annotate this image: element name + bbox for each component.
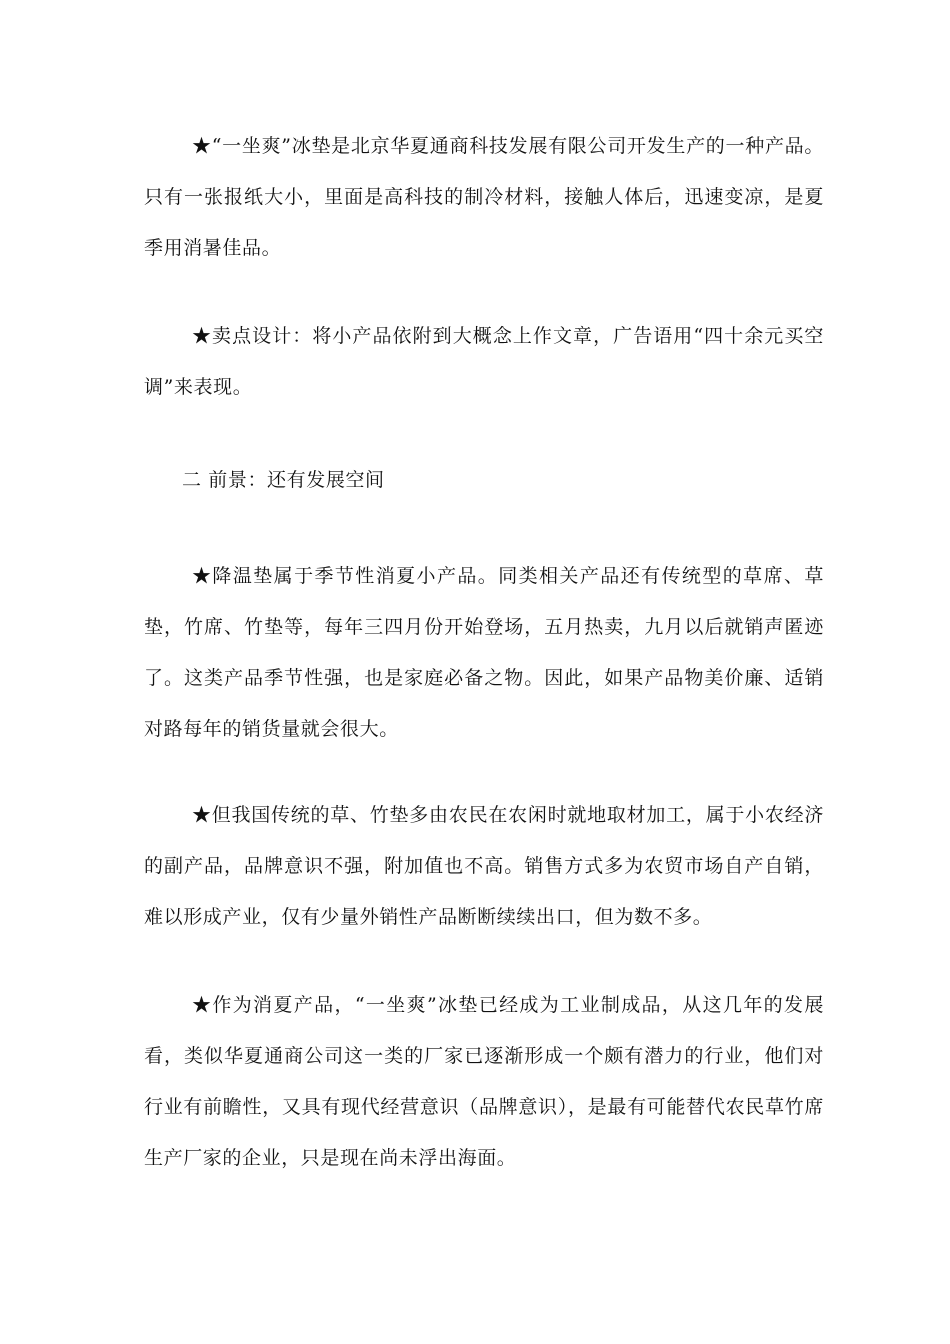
paragraph-seasonal-product: ★降温垫属于季节性消夏小产品。同类相关产品还有传统型的草席、草垫，竹席、竹垫等，每年三四月份开始登场，五月热卖，九月以后就销声匿迹了。这类产品季节性强，也是家庭必备之物。因此，如果产品物美价廉、适销对路每年的销货量就会很大。 xyxy=(144,565,824,740)
paragraph-traditional-mats: ★但我国传统的草、竹垫多由农民在农闲时就地取材加工，属于小农经济的副产品，品牌意识不强，附加值也不高。销售方式多为农贸市场自产自销，难以形成产业，仅有少量外销性产品断断续续出口，但为数不多。 xyxy=(144,804,824,928)
section-heading-prospects: 二 前景：还有发展空间 xyxy=(182,469,385,491)
paragraph-industrial-product: ★作为消夏产品，“一坐爽”冰垫已经成为工业制成品，从这几年的发展看，类似华夏通商公司这一类的厂家已逐渐形成一个颇有潜力的行业，他们对行业有前瞻性，又具有现代经营意识（品牌意识），是最有可能替代农民草竹席生产厂家的企业，只是现在尚未浮出海面。 xyxy=(144,994,824,1169)
paragraph-product-intro: ★“一坐爽”冰垫是北京华夏通商科技发展有限公司开发生产的一种产品。只有一张报纸大小，里面是高科技的制冷材料，接触人体后，迅速变凉，是夏季用消暑佳品。 xyxy=(144,135,824,259)
paragraph-selling-point: ★卖点设计：将小产品依附到大概念上作文章，广告语用“四十余元买空调”来表现。 xyxy=(144,325,824,398)
